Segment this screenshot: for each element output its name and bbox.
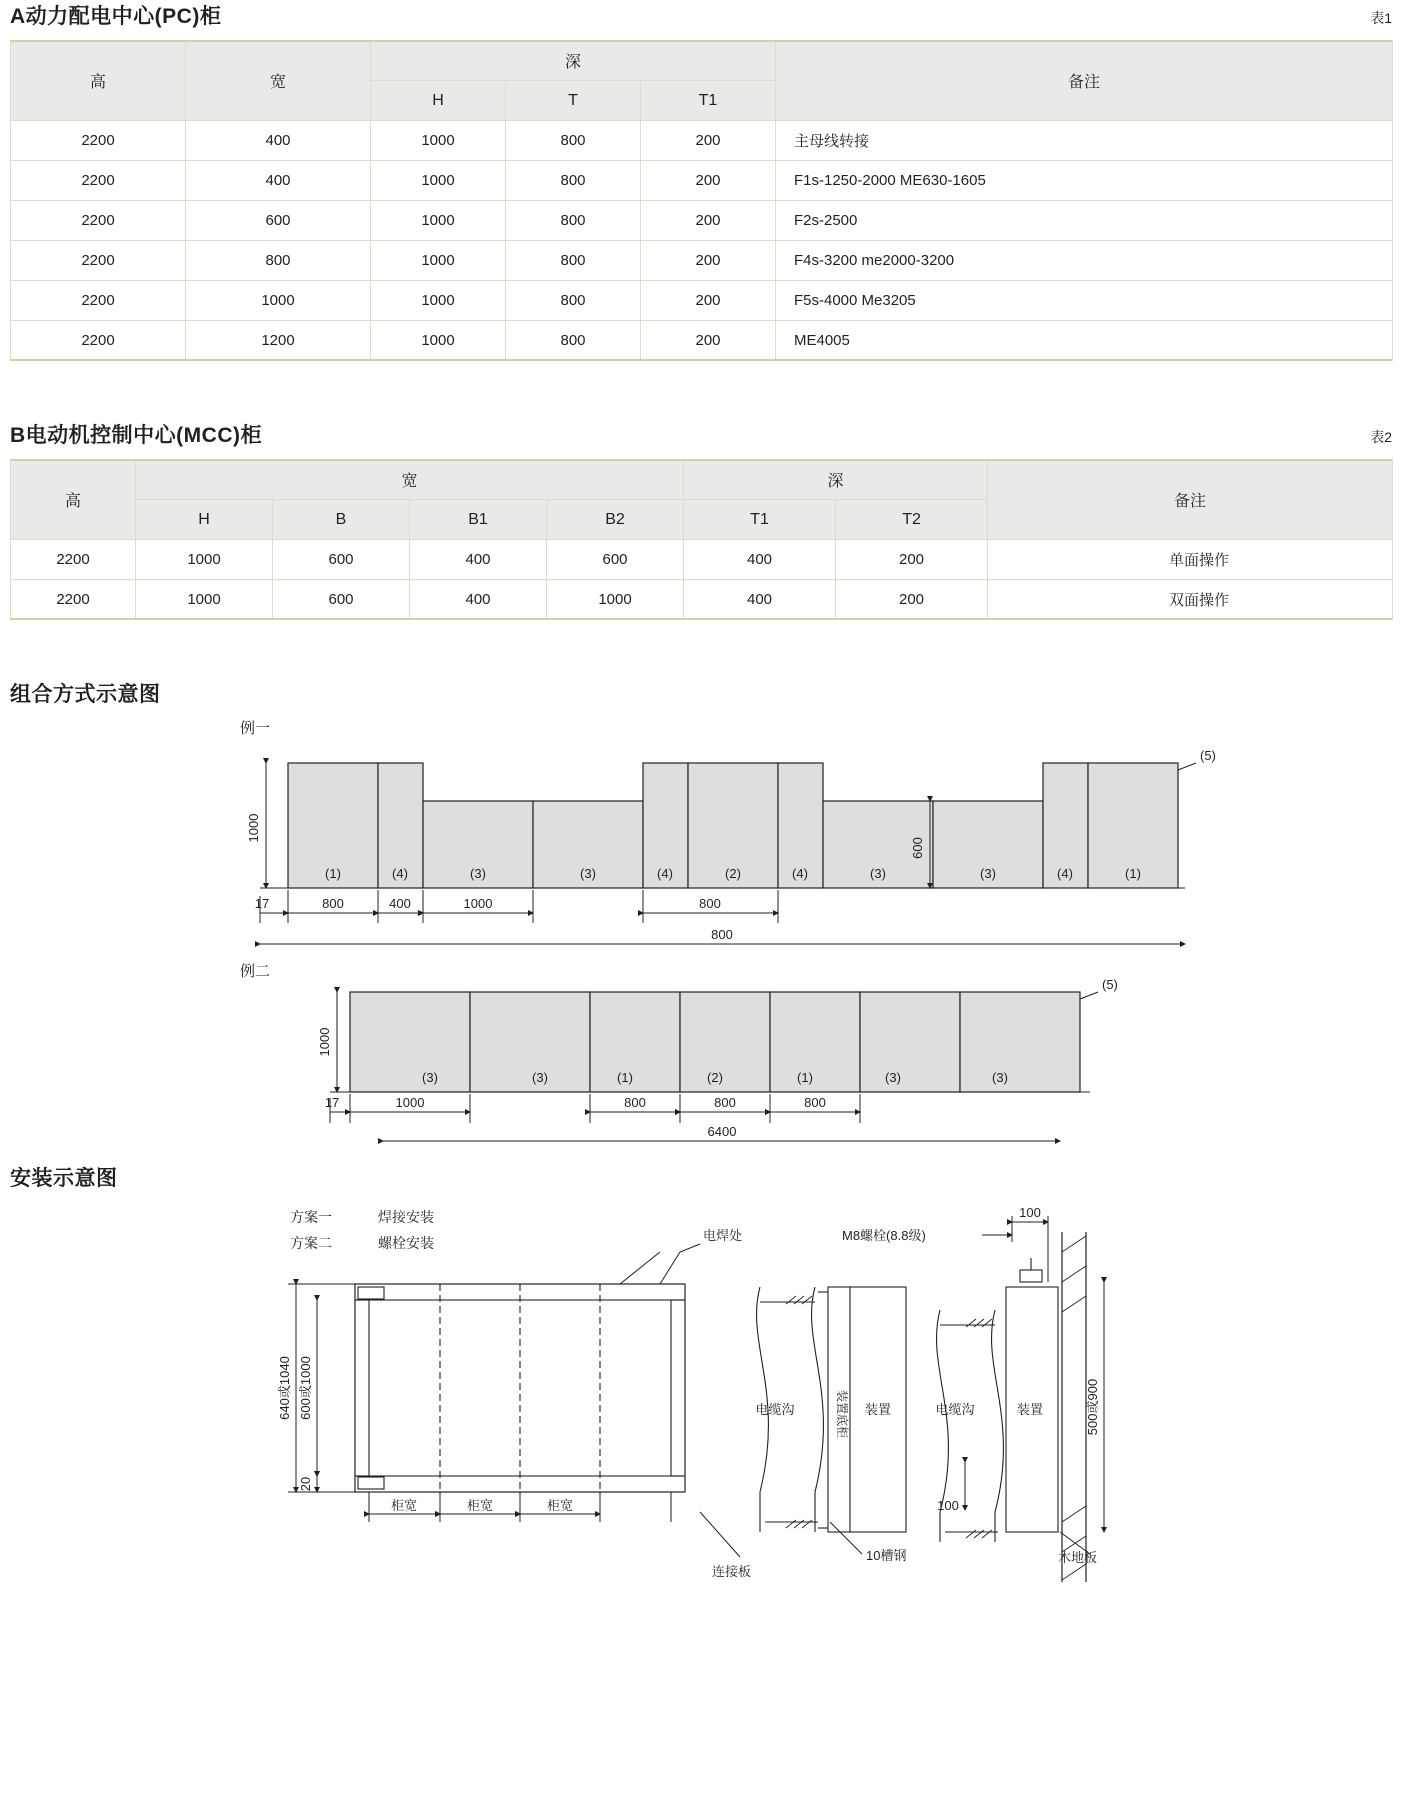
dim-label: 400 — [389, 896, 411, 911]
cell-remark: 主母线转接 — [776, 121, 1393, 161]
cabinet-tag: (3) — [885, 1070, 901, 1085]
cell-remark: F2s-2500 — [776, 201, 1393, 241]
dim-label: 800 — [624, 1095, 646, 1110]
cell-h: 2200 — [11, 281, 186, 321]
dim-label: 1000 — [395, 1095, 425, 1110]
cell-t1: 800 — [506, 121, 641, 161]
cabinet-tag: (1) — [1125, 866, 1141, 881]
example2-label: 例二 — [240, 963, 271, 980]
combination-diagram — [0, 708, 1402, 1148]
cell-t1: 800 — [506, 321, 641, 361]
cell-h: 2200 — [11, 321, 186, 361]
cell-b: 400 — [186, 121, 371, 161]
example1-height-label-2: 600 — [910, 837, 925, 859]
combination-diagram-svg — [0, 708, 1402, 1148]
cabinet-tag: (4) — [392, 866, 408, 881]
example1-height-label: 1000 — [246, 813, 261, 843]
example1-callout: (5) — [1200, 748, 1216, 763]
cell-t: 1000 — [371, 321, 506, 361]
cabinet-tag: (1) — [617, 1070, 633, 1085]
example2-height-label: 1000 — [317, 1027, 332, 1057]
dim-label: 17 — [324, 1095, 340, 1110]
option2-desc: 螺栓安装 — [378, 1235, 434, 1251]
cell-b: 1000 — [136, 580, 273, 620]
cell-b2: 400 — [410, 540, 547, 580]
cell-t1: 800 — [506, 201, 641, 241]
cabinet-tag: (2) — [725, 866, 741, 881]
cell-t1: 800 — [506, 161, 641, 201]
pc-table-body — [11, 121, 1393, 361]
cell-h: 2200 — [11, 121, 186, 161]
option2-name: 方案二 — [290, 1235, 332, 1251]
cell-remark: F4s-3200 me2000-3200 — [776, 241, 1393, 281]
cell-h: 2200 — [11, 540, 136, 580]
cabinet-tag: (3) — [422, 1070, 438, 1085]
example2-callout: (5) — [1102, 977, 1118, 992]
pc-header-depth-group: 深 — [371, 41, 776, 81]
example2-total: 6400 — [707, 1124, 737, 1139]
cell-t1: 400 — [684, 540, 836, 580]
mcc-header-b-group: 宽 — [136, 460, 684, 500]
cabinet-width-label: 柜宽 — [546, 1498, 574, 1513]
bolt-label: M8螺栓(8.8级) — [842, 1228, 926, 1243]
combo-section-title: 组合方式示意图 — [10, 683, 161, 706]
mcc-header-t1: T1 — [684, 500, 836, 540]
cell-t2: 200 — [641, 281, 776, 321]
cell-t: 1000 — [371, 281, 506, 321]
cabinet-tag: (1) — [797, 1070, 813, 1085]
mcc-header-b: B — [273, 500, 410, 540]
pc-header-t1: T1 — [641, 81, 776, 121]
cell-t2: 200 — [641, 241, 776, 281]
example1-label: 例一 — [240, 720, 271, 737]
table-row — [11, 321, 1393, 361]
cell-t: 1000 — [371, 201, 506, 241]
wood-floor-label: 木地板 — [1058, 1550, 1098, 1565]
cabinet-tag: (3) — [532, 1070, 548, 1085]
device-label: 装置 — [864, 1402, 892, 1417]
pc-header-h: H — [371, 81, 506, 121]
mcc-spec-table — [10, 459, 1393, 620]
cell-remark: F1s-1250-2000 ME630-1605 — [776, 161, 1393, 201]
pc-header-remark: 备注 — [776, 41, 1393, 121]
cable-trench-label: 电缆沟 — [755, 1402, 795, 1417]
pc-table-wrap — [0, 40, 1402, 361]
dim-label: 1000 — [463, 896, 493, 911]
cell-h: 2200 — [11, 201, 186, 241]
channel-steel-label: 10槽钢 — [866, 1548, 907, 1563]
table-row — [11, 540, 1393, 580]
table-row — [11, 201, 1393, 241]
cabinet-width-label: 柜宽 — [390, 1498, 418, 1513]
table-row — [11, 281, 1393, 321]
cabinet-tag: (3) — [580, 866, 596, 881]
pc-table-tag: 表1 — [1370, 10, 1392, 26]
mcc-title-row — [0, 419, 1402, 449]
mcc-header-h-group: 高 — [11, 460, 136, 540]
cell-t: 600 — [547, 540, 684, 580]
mcc-table-body — [11, 540, 1393, 620]
cell-b1: 600 — [273, 580, 410, 620]
cell-t1: 800 — [506, 281, 641, 321]
mcc-section-title: B电动机控制中心(MCC)柜 — [10, 424, 262, 447]
cell-t1: 400 — [684, 580, 836, 620]
installation-diagram-svg — [0, 1192, 1402, 1592]
cell-t2: 200 — [641, 121, 776, 161]
cell-t2: 200 — [641, 201, 776, 241]
install-dim-b: 600或1000 — [298, 1356, 313, 1420]
pc-section-title: A动力配电中心(PC)柜 — [10, 5, 222, 28]
cabinet-tag: (3) — [870, 866, 886, 881]
install-dim-a: 640或1040 — [277, 1356, 292, 1420]
connect-plate-label: 连接板 — [712, 1564, 752, 1579]
cell-t: 1000 — [547, 580, 684, 620]
cabinet-tag: (3) — [470, 866, 486, 881]
cabinet-tag: (1) — [325, 866, 341, 881]
table-row — [11, 241, 1393, 281]
cell-t: 1000 — [371, 241, 506, 281]
cell-b: 800 — [186, 241, 371, 281]
cell-h: 2200 — [11, 161, 186, 201]
cable-trench-label-2: 电缆沟 — [935, 1402, 975, 1417]
table-header-row — [11, 460, 1393, 500]
cell-t2: 200 — [641, 321, 776, 361]
cell-remark: 单面操作 — [988, 540, 1393, 580]
cell-t2: 200 — [836, 580, 988, 620]
device-base-label: 装置底柜 — [835, 1389, 849, 1439]
install-section-title: 安装示意图 — [10, 1167, 118, 1190]
install-dim-c: 20 — [298, 1476, 313, 1492]
bottom-dim-label: 100 — [937, 1498, 959, 1513]
bolt-dim-label: 100 — [1019, 1205, 1041, 1220]
example1-total: 800 — [711, 927, 733, 942]
pc-spec-table — [10, 40, 1393, 361]
mcc-header-remark: 备注 — [988, 460, 1393, 540]
cell-b: 600 — [186, 201, 371, 241]
pc-header-t: T — [506, 81, 641, 121]
cell-h: 2200 — [11, 241, 186, 281]
pc-header-b-group: 宽 — [186, 41, 371, 121]
cell-t1: 800 — [506, 241, 641, 281]
cell-b2: 400 — [410, 580, 547, 620]
cell-b: 1000 — [136, 540, 273, 580]
cabinet-tag: (4) — [1057, 866, 1073, 881]
right-dim-label: 500或900 — [1085, 1378, 1100, 1436]
mcc-header-depth-group: 深 — [684, 460, 988, 500]
pc-header-h-group: 高 — [11, 41, 186, 121]
cabinet-width-label: 柜宽 — [466, 1498, 494, 1513]
cell-remark: F5s-4000 Me3205 — [776, 281, 1393, 321]
dim-label: 800 — [699, 896, 721, 911]
table-header-row — [11, 41, 1393, 81]
cabinet-tag: (4) — [792, 866, 808, 881]
weld-point-label: 电焊处 — [703, 1228, 743, 1243]
device-label-2: 装置 — [1016, 1402, 1044, 1417]
cell-t2: 200 — [641, 161, 776, 201]
cell-b: 400 — [186, 161, 371, 201]
cabinet-tag: (4) — [657, 866, 673, 881]
cell-b1: 600 — [273, 540, 410, 580]
mcc-header-b2: B2 — [547, 500, 684, 540]
cell-b: 1200 — [186, 321, 371, 361]
cell-t2: 200 — [836, 540, 988, 580]
cabinet-tag: (3) — [992, 1070, 1008, 1085]
cabinet-tag: (3) — [980, 866, 996, 881]
cell-b: 1000 — [186, 281, 371, 321]
mcc-table-wrap — [0, 459, 1402, 620]
cell-t: 1000 — [371, 121, 506, 161]
mcc-table-tag: 表2 — [1370, 429, 1392, 445]
dim-label: 17 — [254, 896, 270, 911]
mcc-header-t2: T2 — [836, 500, 988, 540]
mcc-header-b1: B1 — [410, 500, 547, 540]
cell-h: 2200 — [11, 580, 136, 620]
mcc-header-h: H — [136, 500, 273, 540]
dim-label: 800 — [714, 1095, 736, 1110]
option1-name: 方案一 — [290, 1209, 332, 1225]
pc-title-row — [0, 0, 1402, 30]
cell-remark: ME4005 — [776, 321, 1393, 361]
cabinet-tag: (2) — [707, 1070, 723, 1085]
table-row — [11, 161, 1393, 201]
cell-remark: 双面操作 — [988, 580, 1393, 620]
dim-label: 800 — [804, 1095, 826, 1110]
installation-diagram — [0, 1192, 1402, 1592]
table-row — [11, 121, 1393, 161]
table-row — [11, 580, 1393, 620]
option1-desc: 焊接安装 — [378, 1209, 434, 1225]
dim-label: 800 — [322, 896, 344, 911]
cell-t: 1000 — [371, 161, 506, 201]
